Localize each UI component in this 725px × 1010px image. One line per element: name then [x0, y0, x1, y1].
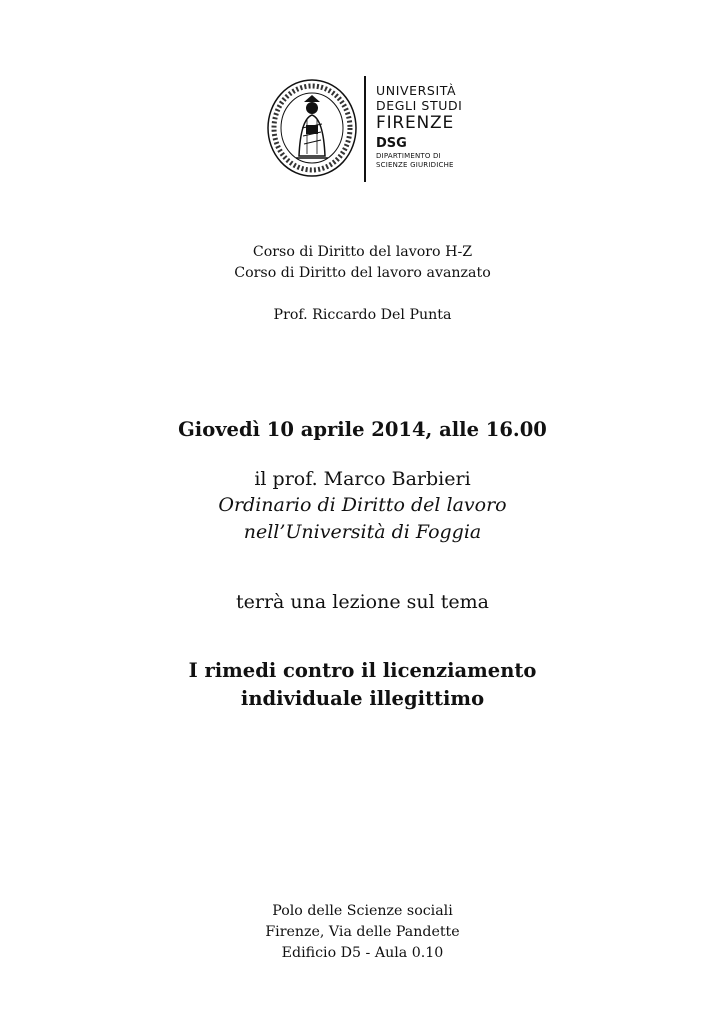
course-line-2: Corso di Diritto del lavoro avanzato	[234, 265, 491, 281]
event-date: Giovedì 10 aprile 2014, alle 16.00	[178, 418, 547, 441]
lecture-title-line-1: I rimedi contro il licenziamento	[188, 659, 537, 682]
logo-wordmark	[376, 83, 462, 170]
logo-line-degli-studi: DEGLI STUDI	[376, 98, 463, 113]
logo-line-universita: UNIVERSITÀ	[376, 83, 457, 98]
course-line-1: Corso di Diritto del lavoro H-Z	[252, 244, 473, 260]
logo-dept-abbr: DSG	[376, 136, 407, 151]
speaker-role-line-1: Ordinario di Diritto del lavoro	[218, 494, 507, 516]
speaker-name: il prof. Marco Barbieri	[254, 468, 471, 490]
logo-divider	[364, 76, 366, 182]
professor-name: Prof. Riccardo Del Punta	[273, 307, 452, 323]
location-line-2: Firenze, Via delle Pandette	[265, 924, 460, 940]
university-logo	[266, 76, 466, 184]
logo-dept-line-2: SCIENZE GIURIDICHE	[376, 161, 454, 169]
logo-dept-line-1: DIPARTIMENTO DI	[376, 152, 441, 160]
speaker-role-line-2: nell’Università di Foggia	[243, 521, 482, 543]
logo-line-firenze: FIRENZE	[376, 113, 455, 133]
location-line-1: Polo delle Scienze sociali	[272, 903, 453, 919]
university-seal-icon	[266, 78, 358, 178]
lecture-title-line-2: individuale illegittimo	[240, 687, 485, 710]
location-line-3: Edificio D5 - Aula 0.10	[281, 945, 444, 961]
lecture-intro: terrà una lezione sul tema	[236, 591, 489, 613]
